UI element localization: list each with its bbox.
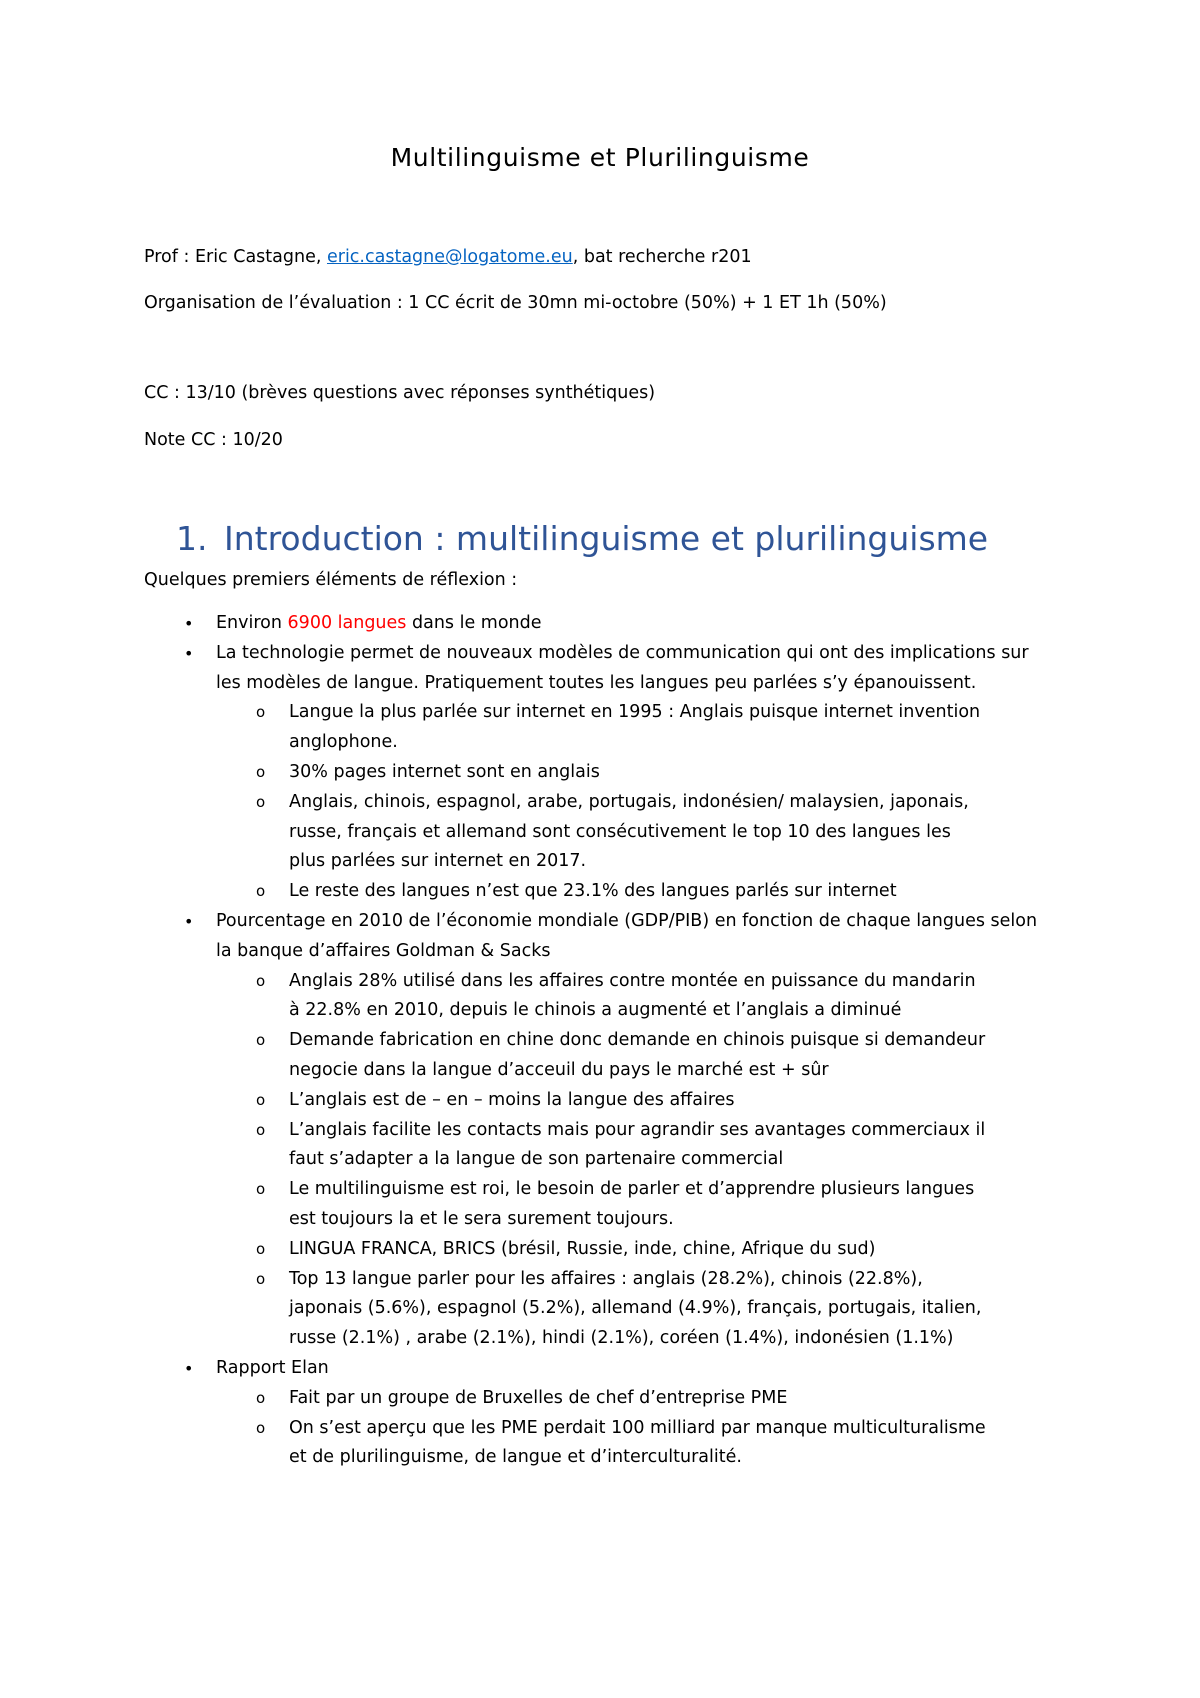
sub-list-item: o Anglais, chinois, espagnol, arabe, portugais, indonésien/ malaysien, japonais, russe, français et allemand sont consécutivement le top 10 des langues les plus parlées sur internet en 2017.	[0, 788, 989, 877]
sub-bullet-icon: o	[256, 792, 266, 811]
list-item: • La technologie permet de nouveaux modèles de communication qui ont des implications sur les modèles de langue. Pratiquement toutes les langues peu parlées s’y épanouissent. o Langue la plus parlée sur internet en 1995 : Anglais puisque internet invention anglophone. o 30% pages internet sont en anglais o Anglais, chinois, espagnol, arabe, portugais, indonésien/ malaysien, japonais, russe, français et allemand sont consécutivement le top 10 des langues les plus parlées sur internet en 2017. o Le reste des langues n’est que 23.1% des langues parlés sur internet	[0, 639, 1056, 907]
sub-list	[0, 698, 1056, 907]
highlight-text: 6900 langues	[287, 613, 407, 633]
sub-bullet-icon: o	[256, 882, 266, 901]
sub-list-item: o L’anglais facilite les contacts mais pour agrandir ses avantages commerciaux il faut s’adapter a la langue de son partenaire commercial	[0, 1116, 989, 1176]
sub-list-item: o Top 13 langue parler pour les affaires : anglais (28.2%), chinois (22.8%), japonais (5.6%), espagnol (5.2%), allemand (4.9%), français, portugais, italien, russe (2.1%) , arabe (2.1%), hindi (2.1%), coréen (1.4%), indonésien (1.1%)	[0, 1265, 989, 1354]
sub-bullet-icon: o	[256, 762, 266, 781]
sub-list-item: o On s’est aperçu que les PME perdait 100 milliard par manque multiculturalisme et de plurilinguisme, de langue et d’interculturalité.	[0, 1414, 989, 1474]
sub-bullet-icon: o	[256, 971, 266, 990]
sub-list-item: o 30% pages internet sont en anglais	[0, 758, 989, 788]
prof-line	[144, 247, 752, 267]
sub-list-item: o Fait par un groupe de Bruxelles de chef d’entreprise PME	[0, 1384, 989, 1414]
cc-line: CC : 13/10 (brèves questions avec réponses synthétiques)	[144, 383, 656, 403]
bullet-icon: •	[184, 643, 194, 663]
sub-bullet-icon: o	[256, 1239, 266, 1258]
bullet-icon: •	[184, 911, 194, 931]
sub-list-item: o L’anglais est de – en – moins la langue des affaires	[0, 1086, 989, 1116]
sub-bullet-icon: o	[256, 1180, 266, 1199]
section-title: Introduction : multilinguisme et plurilinguisme	[224, 519, 989, 558]
sub-list	[0, 967, 1056, 1354]
sub-list-item: o Le reste des langues n’est que 23.1% des langues parlés sur internet	[0, 877, 989, 907]
email-link[interactable]: eric.castagne@logatome.eu	[326, 247, 573, 267]
evaluation-line: Organisation de l’évaluation : 1 CC écrit de 30mn mi-octobre (50%) + 1 ET 1h (50%)	[144, 293, 887, 313]
list-item: • Pourcentage en 2010 de l’économie mondiale (GDP/PIB) en fonction de chaque langues selon la banque d’affaires Goldman & Sacks o Anglais 28% utilisé dans les affaires contre montée en puissance du mandarin à 22.8% en 2010, depuis le chinois a augmenté et l’anglais a diminué o Demande fabrication en chine donc demande en chinois puisque si demandeur negocie dans la langue d’acceuil du pays le marché est + sûr o L’anglais est de – en – moins la langue des affaires o L’anglais facilite les contacts mais pour agrandir ses avantages commerciaux il faut s’adapter a la langue de son partenaire commercial o Le multilinguisme est roi, le besoin de parler et d’apprendre plusieurs langues est toujours la et le sera surement toujours. o LINGUA FRANCA, BRICS (brésil, Russie, inde, chine, Afrique du sud) o Top 13 langue parler pour les affaires : anglais (28.2%), chinois (22.8%), japonais (5.6%), espagnol (5.2%), allemand (4.9%), français, portugais, italien, russe (2.1%) , arabe (2.1%), hindi (2.1%), coréen (1.4%), indonésien (1.1%)	[0, 907, 1056, 1354]
bullet-list	[0, 609, 1056, 1473]
sub-list-item: o LINGUA FRANCA, BRICS (brésil, Russie, inde, chine, Afrique du sud)	[0, 1235, 989, 1265]
prof-name: Prof : Eric Castagne,	[144, 247, 327, 267]
sub-bullet-icon: o	[256, 1269, 266, 1288]
sub-list-item: o Le multilinguisme est roi, le besoin de parler et d’apprendre plusieurs langues est toujours la et le sera surement toujours.	[0, 1175, 989, 1235]
list-item: • Environ 6900 langues dans le monde	[0, 609, 1056, 639]
sub-list-item: o Langue la plus parlée sur internet en 1995 : Anglais puisque internet invention anglophone.	[0, 698, 989, 758]
sub-list-item: o Demande fabrication en chine donc demande en chinois puisque si demandeur negocie dans la langue d’acceuil du pays le marché est + sûr	[0, 1026, 989, 1086]
bullet-icon: •	[184, 1358, 194, 1378]
section-heading	[176, 519, 988, 558]
sub-bullet-icon: o	[256, 703, 266, 722]
document-title: Multilinguisme et Plurilinguisme	[390, 143, 810, 172]
sub-bullet-icon: o	[256, 1388, 266, 1407]
sub-bullet-icon: o	[256, 1120, 266, 1139]
sub-bullet-icon: o	[256, 1090, 266, 1109]
sub-list	[0, 1384, 1056, 1473]
sub-bullet-icon: o	[256, 1031, 266, 1050]
list-item: • Rapport Elan o Fait par un groupe de Bruxelles de chef d’entreprise PME o On s’est aperçu que les PME perdait 100 milliard par manque multiculturalisme et de plurilinguisme, de langue et d’interculturalité.	[0, 1354, 1056, 1473]
note-line: Note CC : 10/20	[144, 430, 283, 450]
prof-location: , bat recherche r201	[572, 247, 752, 267]
bullet-icon: •	[184, 614, 194, 633]
sub-list-item: o Anglais 28% utilisé dans les affaires contre montée en puissance du mandarin à 22.8% en 2010, depuis le chinois a augmenté et l’anglais a diminué	[0, 967, 989, 1027]
section-number: 1.	[176, 519, 208, 558]
sub-bullet-icon: o	[256, 1418, 266, 1437]
intro-line: Quelques premiers éléments de réflexion :	[144, 570, 518, 590]
